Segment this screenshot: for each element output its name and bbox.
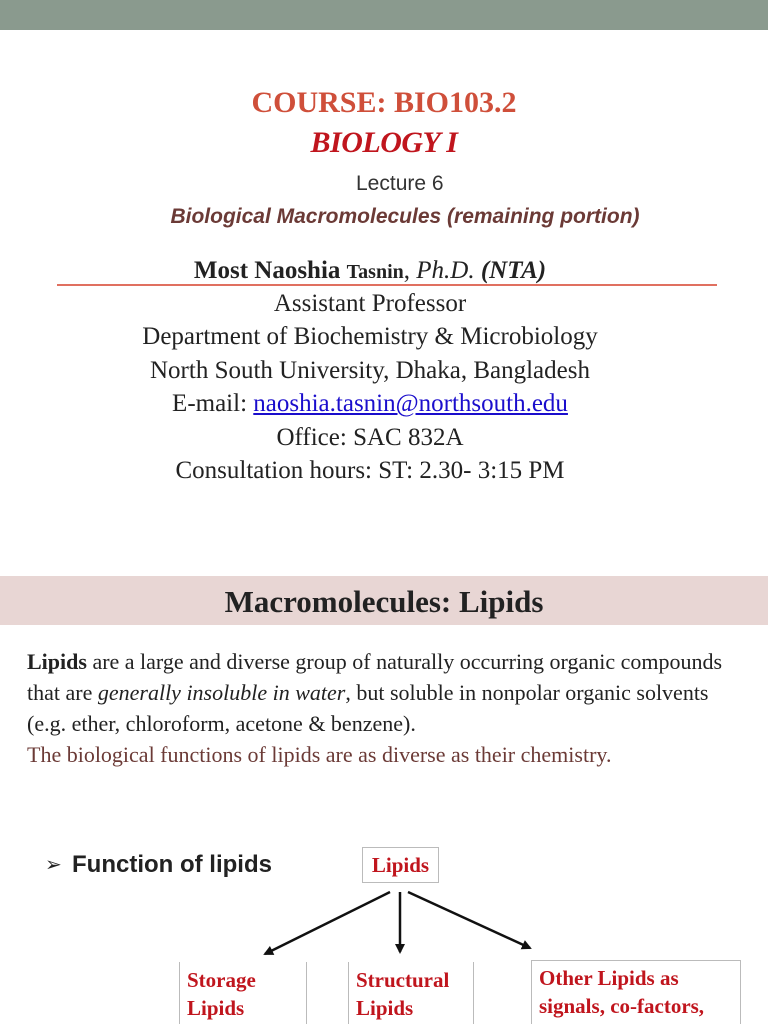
email-label: E-mail: (172, 390, 248, 417)
other-lipids-box (531, 960, 741, 1024)
lipids-paragraph (27, 646, 747, 770)
divider-line (57, 284, 717, 286)
structural-lipids-box (348, 962, 474, 1024)
function-bullet: Function of lipids (72, 851, 272, 878)
biology-title: BIOLOGY I (310, 126, 458, 159)
lecture-subtitle: Biological Macromolecules (remaining portion) (170, 205, 640, 228)
diagram-arrows (0, 880, 768, 960)
degree: Ph.D. (416, 257, 475, 284)
para-highlight: The biological functions of lipids are as diverse as their chemistry. (27, 742, 612, 767)
structural-line-2: Lipids (356, 996, 414, 1020)
storage-line-2: Lipids (187, 996, 245, 1020)
email-link[interactable]: naoshia.tasnin@northsouth.edu (253, 390, 568, 417)
top-bar (0, 0, 768, 30)
university: North South University, Dhaka, Bangladesh (150, 357, 590, 384)
section-title: Macromolecules: Lipids (224, 584, 544, 619)
storage-line-1: Storage (187, 968, 256, 992)
root-label: Lipids (371, 853, 430, 877)
lipids-term: Lipids (27, 649, 87, 674)
para-text-1: are a large and diverse group of naturally occurring organic compounds that are (27, 649, 723, 705)
name-small: Tasnin (346, 261, 404, 283)
course-title: COURSE: BIO103.2 (251, 86, 517, 119)
para-text-2: , but soluble in nonpolar organic solvents (e.g. ether, chloroform, acetone & benzene). (27, 680, 709, 736)
arrow-left (265, 892, 390, 954)
lecture-number: Lecture 6 (356, 172, 444, 195)
department: Department of Biochemistry & Microbiology (142, 323, 598, 350)
instructor-name: Most Naoshia Tasnin, Ph.D. (NTA) (193, 257, 547, 284)
office: Office: SAC 832A (276, 424, 464, 451)
diagram-root-box (362, 847, 439, 883)
arrow-right (408, 892, 530, 948)
other-line-2: signals, co-factors, (539, 994, 705, 1018)
name-main: Most Naoshia (193, 257, 341, 284)
instructor-title: Assistant Professor (273, 290, 467, 317)
structural-line-1: Structural (356, 968, 450, 992)
other-line-1: Other Lipids as (539, 966, 679, 990)
storage-lipids-box (179, 962, 307, 1024)
email-line (0, 390, 740, 418)
consultation-hours: Consultation hours: ST: 2.30- 3:15 PM (175, 457, 565, 484)
initials: (NTA) (480, 257, 547, 284)
para-emphasis: generally insoluble in water (97, 680, 346, 705)
bullet-arrow-icon: ➢ (45, 852, 62, 876)
